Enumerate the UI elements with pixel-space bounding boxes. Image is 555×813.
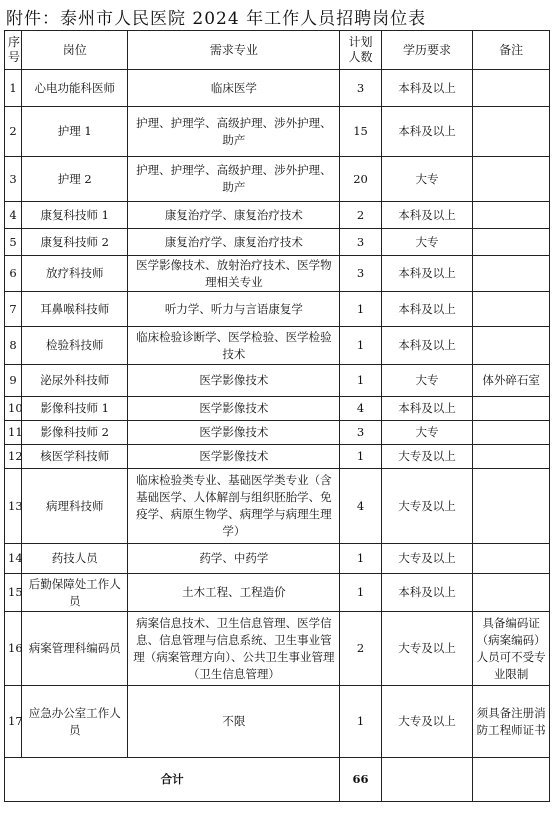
total-education-empty: [381, 758, 473, 802]
table-row: [5, 365, 550, 397]
cell-count: 1: [340, 686, 382, 758]
cell-education: 大专: [381, 421, 473, 445]
cell-count: 1: [340, 445, 382, 469]
cell-major: 临床检验诊断学、医学检验、医学检验技术: [128, 327, 340, 365]
cell-education: 本科及以上: [381, 107, 473, 157]
table-row: [5, 70, 550, 107]
cell-notes: 具备编码证（病案编码）人员可不受专业限制: [473, 612, 550, 686]
cell-major: 不限: [128, 686, 340, 758]
cell-no: 5: [5, 229, 22, 256]
cell-notes: [473, 229, 550, 256]
cell-position: 应急办公室工作人员: [22, 686, 128, 758]
cell-position: 核医学科技师: [22, 445, 128, 469]
cell-notes: [473, 70, 550, 107]
cell-notes: 须具备注册消防工程师证书: [473, 686, 550, 758]
cell-position: 康复科技师 1: [22, 202, 128, 229]
cell-major: 医学影像技术: [128, 421, 340, 445]
table-row: [5, 574, 550, 612]
cell-major: 医学影像技术: [128, 445, 340, 469]
cell-count: 3: [340, 229, 382, 256]
header-notes: 备注: [473, 31, 550, 70]
cell-education: 本科及以上: [381, 70, 473, 107]
cell-no: 9: [5, 365, 22, 397]
cell-education: 本科及以上: [381, 574, 473, 612]
cell-position: 护理 1: [22, 107, 128, 157]
table-row: [5, 445, 550, 469]
cell-education: 大专及以上: [381, 686, 473, 758]
cell-position: 心电功能科医师: [22, 70, 128, 107]
cell-major: 土木工程、工程造价: [128, 574, 340, 612]
cell-major: 护理、护理学、高级护理、涉外护理、助产: [128, 157, 340, 202]
cell-count: 4: [340, 397, 382, 421]
cell-no: 13: [5, 469, 22, 544]
cell-major: 药学、中药学: [128, 544, 340, 574]
cell-no: 3: [5, 157, 22, 202]
total-count: 66: [340, 758, 382, 802]
cell-notes: [473, 107, 550, 157]
table-row: [5, 229, 550, 256]
cell-education: 大专及以上: [381, 469, 473, 544]
cell-count: 1: [340, 365, 382, 397]
cell-count: 2: [340, 202, 382, 229]
table-row: [5, 397, 550, 421]
table-row: [5, 256, 550, 292]
cell-count: 1: [340, 292, 382, 327]
cell-education: 大专及以上: [381, 544, 473, 574]
cell-notes: [473, 574, 550, 612]
table-row: [5, 202, 550, 229]
table-row: [5, 544, 550, 574]
cell-education: 大专: [381, 229, 473, 256]
cell-position: 放疗科技师: [22, 256, 128, 292]
cell-no: 2: [5, 107, 22, 157]
cell-count: 1: [340, 574, 382, 612]
cell-notes: [473, 397, 550, 421]
cell-notes: [473, 157, 550, 202]
table-row: [5, 107, 550, 157]
cell-position: 病案管理科编码员: [22, 612, 128, 686]
cell-notes: [473, 445, 550, 469]
cell-no: 15: [5, 574, 22, 612]
cell-notes: [473, 292, 550, 327]
table-header-row: [5, 31, 550, 70]
cell-position: 康复科技师 2: [22, 229, 128, 256]
cell-education: 本科及以上: [381, 327, 473, 365]
cell-major: 医学影像技术: [128, 397, 340, 421]
cell-no: 6: [5, 256, 22, 292]
cell-major: 听力学、听力与言语康复学: [128, 292, 340, 327]
cell-major: 临床医学: [128, 70, 340, 107]
cell-no: 16: [5, 612, 22, 686]
cell-notes: [473, 327, 550, 365]
header-no: 序号: [5, 31, 22, 70]
cell-major: 护理、护理学、高级护理、涉外护理、助产: [128, 107, 340, 157]
cell-position: 护理 2: [22, 157, 128, 202]
cell-major: 医学影像技术: [128, 365, 340, 397]
table-row: [5, 157, 550, 202]
cell-position: 药技人员: [22, 544, 128, 574]
header-position: 岗位: [22, 31, 128, 70]
cell-no: 8: [5, 327, 22, 365]
cell-position: 检验科技师: [22, 327, 128, 365]
cell-count: 1: [340, 544, 382, 574]
cell-no: 11: [5, 421, 22, 445]
table-row: [5, 292, 550, 327]
recruitment-table: [4, 30, 550, 802]
cell-education: 本科及以上: [381, 397, 473, 421]
table-row: [5, 612, 550, 686]
cell-major: 临床检验类专业、基础医学类专业（含基础医学、人体解剖与组织胚胎学、免疫学、病原生物学、病理学与病理生理学）: [128, 469, 340, 544]
cell-education: 大专: [381, 157, 473, 202]
cell-no: 17: [5, 686, 22, 758]
cell-notes: [473, 469, 550, 544]
cell-count: 3: [340, 421, 382, 445]
cell-notes: [473, 421, 550, 445]
cell-education: 本科及以上: [381, 292, 473, 327]
cell-count: 2: [340, 612, 382, 686]
header-count: 计划人数: [340, 31, 382, 70]
cell-notes: [473, 544, 550, 574]
cell-no: 10: [5, 397, 22, 421]
cell-count: 3: [340, 70, 382, 107]
cell-education: 大专及以上: [381, 445, 473, 469]
header-major: 需求专业: [128, 31, 340, 70]
cell-count: 3: [340, 256, 382, 292]
cell-no: 1: [5, 70, 22, 107]
cell-major: 医学影像技术、放射治疗技术、医学物理相关专业: [128, 256, 340, 292]
cell-no: 4: [5, 202, 22, 229]
table-row: [5, 327, 550, 365]
cell-count: 15: [340, 107, 382, 157]
total-row: [5, 758, 550, 802]
cell-major: 康复治疗学、康复治疗技术: [128, 202, 340, 229]
cell-education: 本科及以上: [381, 256, 473, 292]
cell-position: 影像科技师 1: [22, 397, 128, 421]
cell-education: 大专: [381, 365, 473, 397]
cell-position: 耳鼻喉科技师: [22, 292, 128, 327]
table-row: [5, 421, 550, 445]
cell-no: 12: [5, 445, 22, 469]
cell-count: 4: [340, 469, 382, 544]
cell-position: 泌尿外科技师: [22, 365, 128, 397]
total-notes-empty: [473, 758, 550, 802]
cell-notes: [473, 202, 550, 229]
cell-notes: 体外碎石室: [473, 365, 550, 397]
cell-no: 7: [5, 292, 22, 327]
cell-notes: [473, 256, 550, 292]
cell-count: 1: [340, 327, 382, 365]
header-education: 学历要求: [381, 31, 473, 70]
page-title: 附件：泰州市人民医院 2024 年工作人员招聘岗位表: [6, 9, 427, 29]
cell-major: 病案信息技术、卫生信息管理、医学信息、信息管理与信息系统、卫生事业管理（病案管理方向）、公共卫生事业管理（卫生信息管理）: [128, 612, 340, 686]
cell-position: 后勤保障处工作人员: [22, 574, 128, 612]
cell-no: 14: [5, 544, 22, 574]
cell-major: 康复治疗学、康复治疗技术: [128, 229, 340, 256]
cell-count: 20: [340, 157, 382, 202]
cell-position: 病理科技师: [22, 469, 128, 544]
cell-position: 影像科技师 2: [22, 421, 128, 445]
cell-education: 大专及以上: [381, 612, 473, 686]
table-row: [5, 686, 550, 758]
table-row: [5, 469, 550, 544]
cell-education: 本科及以上: [381, 202, 473, 229]
total-label: 合计: [5, 758, 340, 802]
